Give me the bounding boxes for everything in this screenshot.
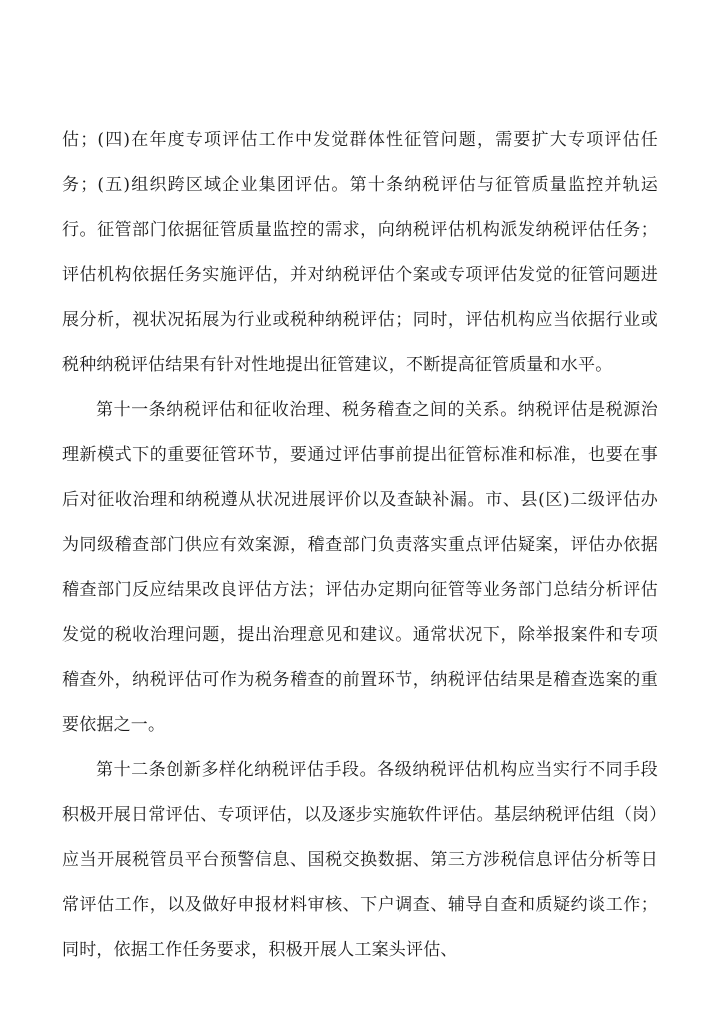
paragraph: 估；(四)在年度专项评估工作中发觉群体性征管问题，需要扩大专项评估任务；(五)组织跨区域企业集团评估。第十条纳税评估与征管质量监控并轨运行。征管部门依据征管质量监控的需求，向纳税评估机构派发纳税评估任务；评估机构依据任务实施评估，并对纳税评估个案或专项评估发觉的征管问题进展分析，视状况拓展为行业或税种纳税评估；同时，评估机构应当依据行业或税种纳税评估结果有针对性地提出征管建议，不断提高征管质量和水平。 [62,130,658,375]
paragraph: 第十一条纳税评估和征收治理、税务稽查之间的关系。纳税评估是税源治理新模式下的重要征管环节，要通过评估事前提出征管标准和标准，也要在事后对征收治理和纳税遵从状况进展评价以及查缺补漏。市、县(区)二级评估办为同级稽查部门供应有效案源，稽查部门负责落实重点评估疑案，评估办依据稽查部门反应结果改良评估方法；评估办定期向征管等业务部门总结分析评估发觉的税收治理问题，提出治理意见和建议。通常状况下，除举报案件和专项稽查外，纳税评估可作为税务稽查的前置环节，纳税评估结果是稽查选案的重要依据之一。 [62,400,658,735]
document-body [62,118,658,973]
paragraph: 第十二条创新多样化纳税评估手段。各级纳税评估机构应当实行不同手段积极开展日常评估、专项评估，以及逐步实施软件评估。基层纳税评估组（岗）应当开展税管员平台预警信息、国税交换数据、第三方涉税信息评估分析等日常评估工作，以及做好申报材料审核、下户调查、辅导自查和质疑约谈工作；同时，依据工作任务要求，积极开展人工案头评估、 [62,760,658,960]
